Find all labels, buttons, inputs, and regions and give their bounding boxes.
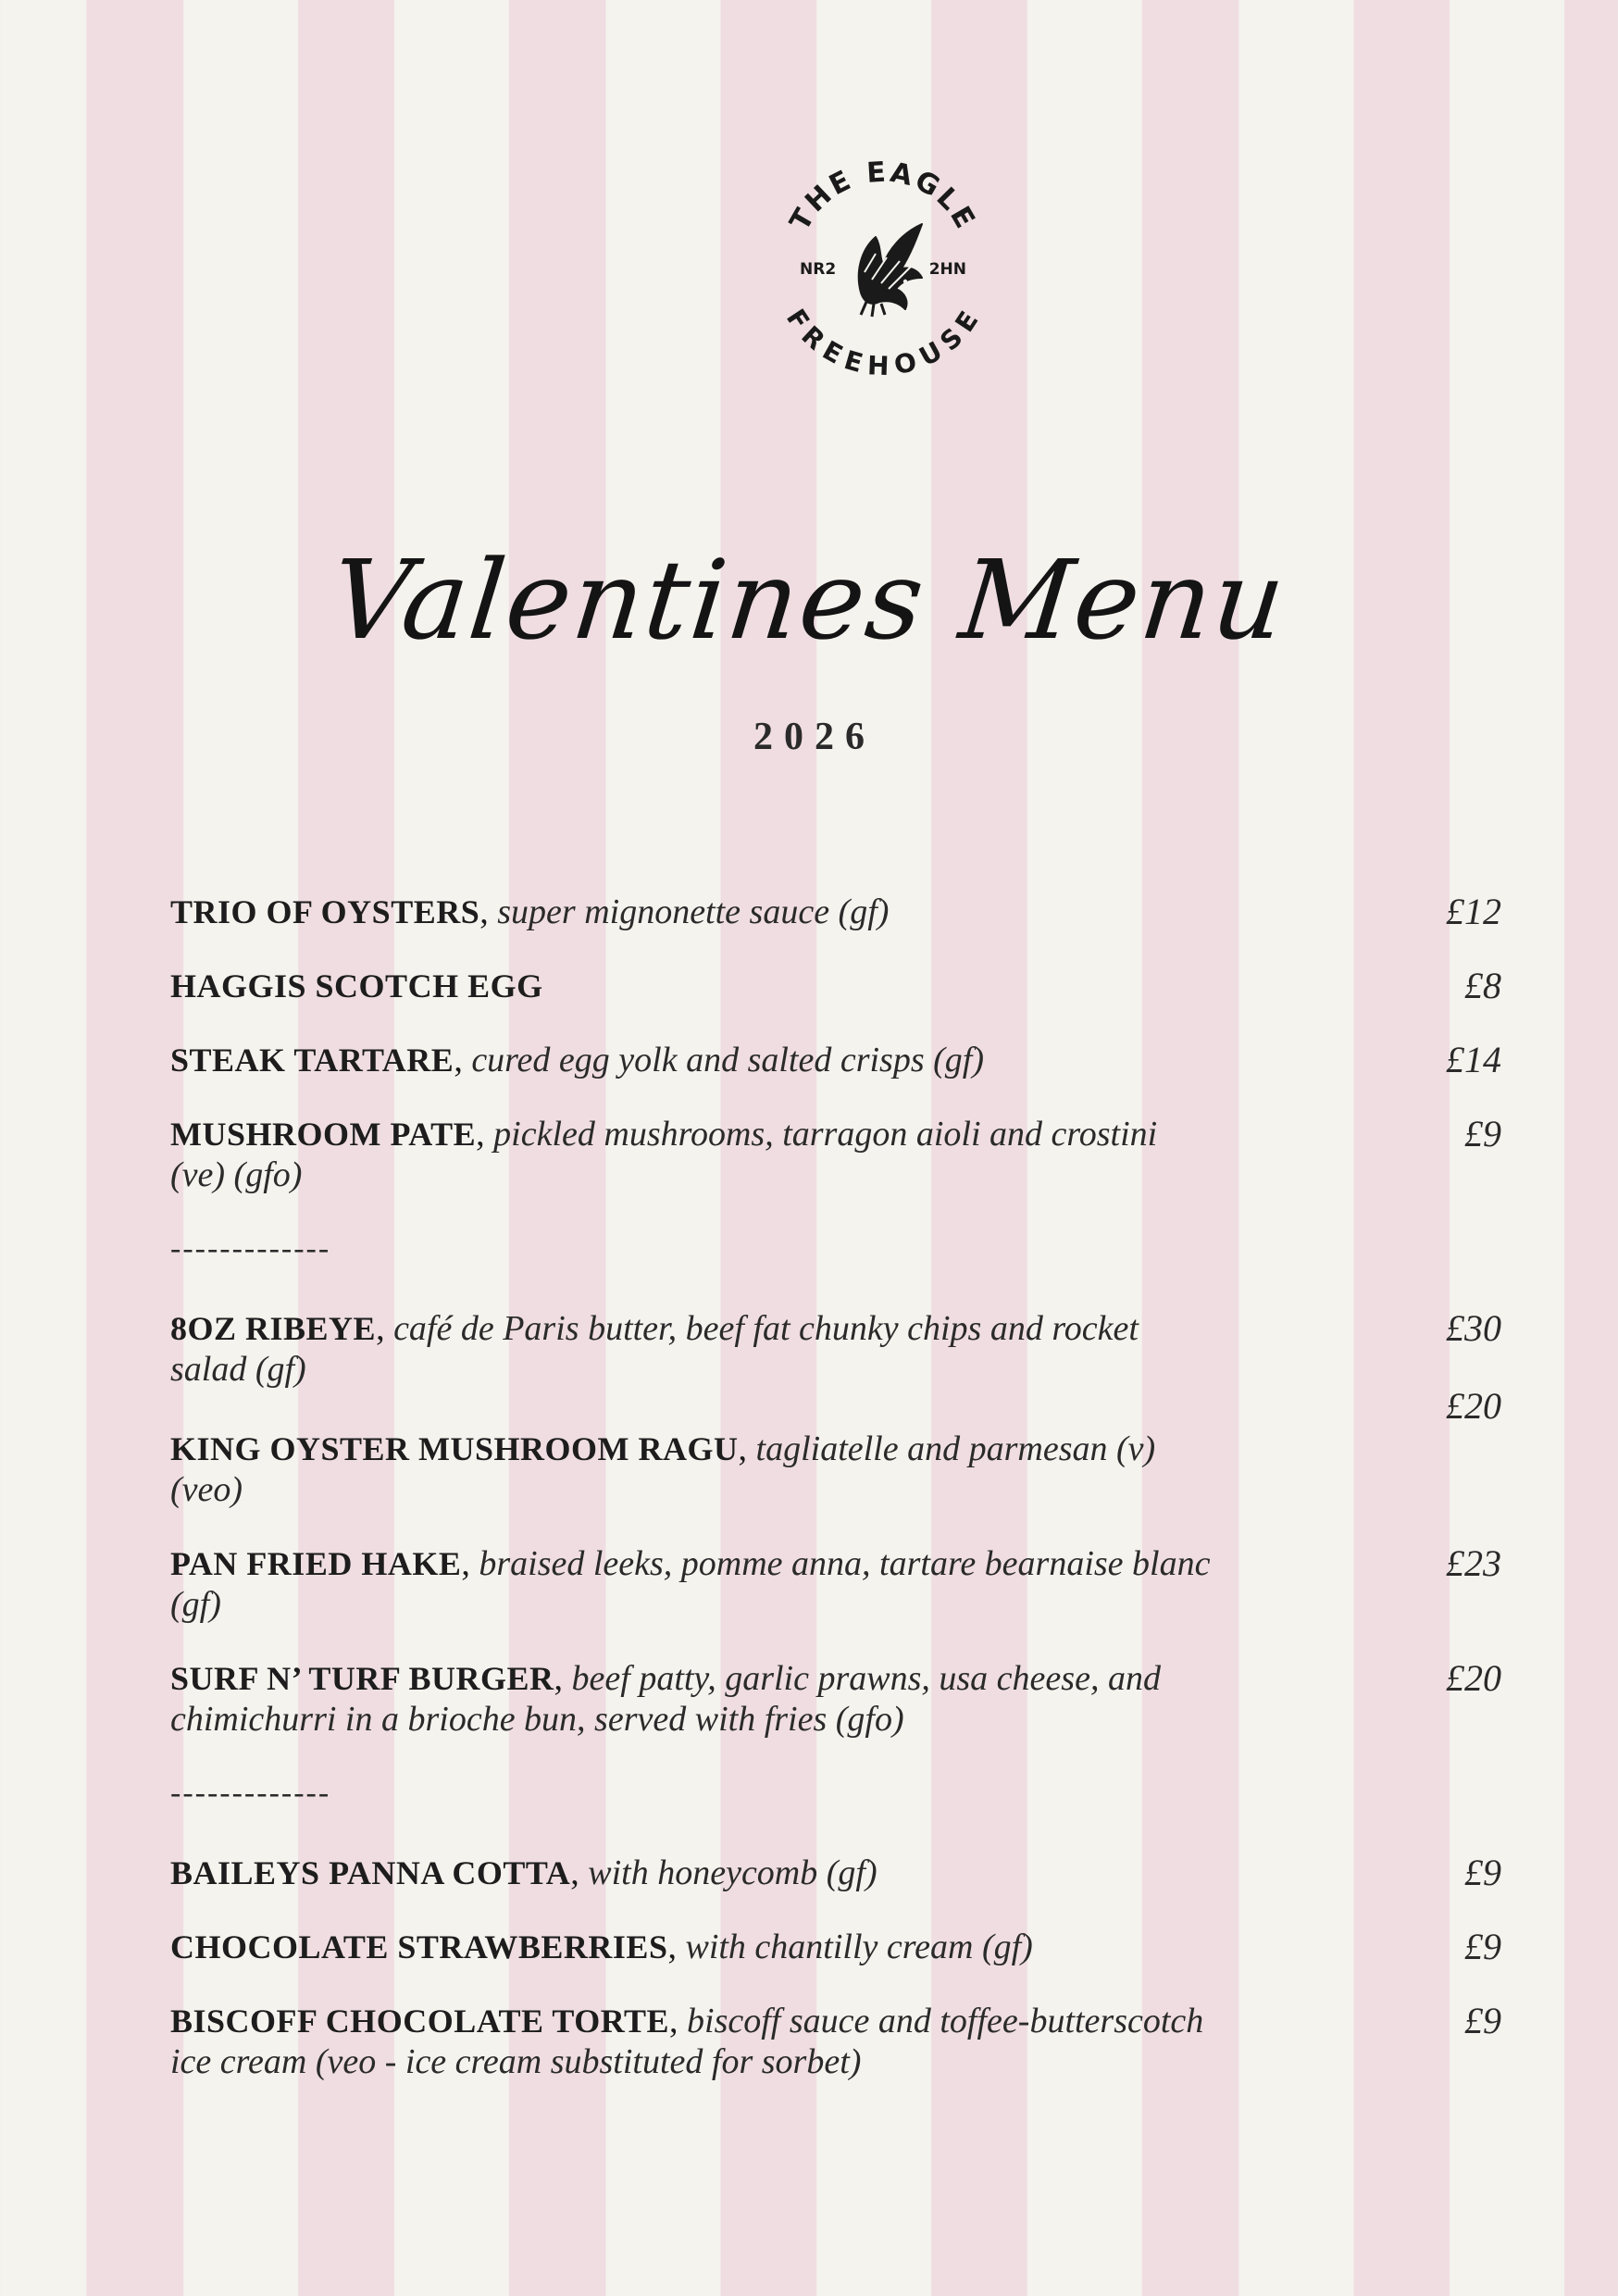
item-description: café de Paris butter, beef fat chunky chips and rocket salad (gf) [170, 1309, 1139, 1389]
item-description: tagliatelle and parmesan (v) (veo) [170, 1429, 1156, 1509]
item-price: £30 [1446, 1307, 1501, 1349]
menu-item: BAILEYS PANNA COTTA, with honeycomb (gf) £9 [170, 1852, 1501, 1893]
item-description: cured egg yolk and salted crisps (gf) [471, 1041, 985, 1079]
item-description: beef patty, garlic prawns, usa cheese, and chimichurri in a brioche bun, served with fries (gfo) [170, 1659, 1161, 1739]
item-price: £14 [1446, 1039, 1501, 1080]
menu-item [170, 966, 1512, 1006]
item-name: SURF N’ TURF BURGER [170, 1660, 554, 1697]
menu-item: STEAK TARTARE, cured egg yolk and salted crisps (gf) £14 [170, 1039, 1501, 1080]
item-name: 8OZ RIBEYE [170, 1310, 377, 1347]
item-price: £9 [1464, 1852, 1501, 1893]
menu-item: PAN FRIED HAKE, braised leeks, pomme anna, tartare bearnaise blanc (gf) £23 [170, 1542, 1501, 1624]
logo-badge [772, 154, 994, 376]
item-name: BAILEYS PANNA COTTA [170, 1854, 571, 1891]
item-description: with chantilly cream (gf) [685, 1928, 1033, 1966]
menu-title: Valentines Menu [325, 536, 1293, 664]
logo-left-text: NR2 [800, 260, 837, 279]
eagle-freehouse-logo [772, 154, 994, 376]
item-description: with honeycomb (gf) [588, 1853, 877, 1892]
menu-item: MUSHROOM PATE, pickled mushrooms, tarragon aioli and crostini (ve) (gfo) £9 [170, 1113, 1501, 1194]
item-description: super mignonette sauce (gf) [497, 892, 890, 931]
item-name: STEAK TARTARE [170, 1042, 454, 1079]
item-price: £20 [1446, 1385, 1501, 1427]
svg-text:FREEHOUSE [780, 304, 986, 376]
section-divider: ------------- [170, 1776, 331, 1810]
item-price: £9 [1464, 1113, 1501, 1154]
item-price: £23 [1446, 1542, 1501, 1584]
menu-item: SURF N’ TURF BURGER, beef patty, garlic prawns, usa cheese, and chimichurri in a brioche bun, served with fries (gfo) £20 [170, 1657, 1501, 1739]
item-description: braised leeks, pomme anna, tartare bearnaise blanc (gf) [170, 1544, 1211, 1624]
item-price: £8 [1464, 965, 1501, 1006]
section-divider: ------------- [170, 1231, 331, 1266]
menu-item: BISCOFF CHOCOLATE TORTE, biscoff sauce and toffee-butterscotch ice cream (veo - ice cream substituted for sorbet) £9 [170, 2000, 1501, 2081]
item-price: £12 [1446, 891, 1501, 932]
item-price: £9 [1464, 2000, 1501, 2041]
menu-list [170, 892, 1512, 2115]
item-name: CHOCOLATE STRAWBERRIES [170, 1928, 668, 1965]
item-price: £9 [1464, 1926, 1501, 1967]
menu-year: 2026 [753, 716, 876, 758]
logo-top-text: THE EAGLE [783, 156, 983, 237]
item-name: KING OYSTER MUSHROOM RAGU [170, 1430, 739, 1467]
logo-right-text: 2HN [928, 260, 966, 279]
item-price: £20 [1446, 1657, 1501, 1699]
item-name: MUSHROOM PATE [170, 1116, 477, 1153]
item-name: PAN FRIED HAKE [170, 1545, 462, 1582]
item-description: pickled mushrooms, tarragon aioli and crostini (ve) (gfo) [170, 1115, 1158, 1194]
item-description: biscoff sauce and toffee-butterscotch ice cream (veo - ice cream substituted for sorbet) [170, 2002, 1204, 2081]
menu-item: 8OZ RIBEYE, café de Paris butter, beef fat chunky chips and rocket salad (gf) £30 £20 [170, 1307, 1501, 1427]
menu-item: CHOCOLATE STRAWBERRIES, with chantilly cream (gf) £9 [170, 1926, 1501, 1967]
logo-bottom-text: FREEHOUSE [779, 303, 987, 376]
svg-text:THE EAGLE [784, 156, 982, 237]
eagle-icon [859, 224, 922, 317]
menu-item: KING OYSTER MUSHROOM RAGU, tagliatelle and parmesan (v) (veo) [170, 1429, 1156, 1509]
menu-item: TRIO OF OYSTERS, super mignonette sauce (gf) £12 [170, 891, 1501, 932]
item-name: BISCOFF CHOCOLATE TORTE [170, 2003, 670, 2040]
item-name: TRIO OF OYSTERS [170, 893, 480, 930]
item-name: HAGGIS SCOTCH EGG [170, 967, 543, 1004]
